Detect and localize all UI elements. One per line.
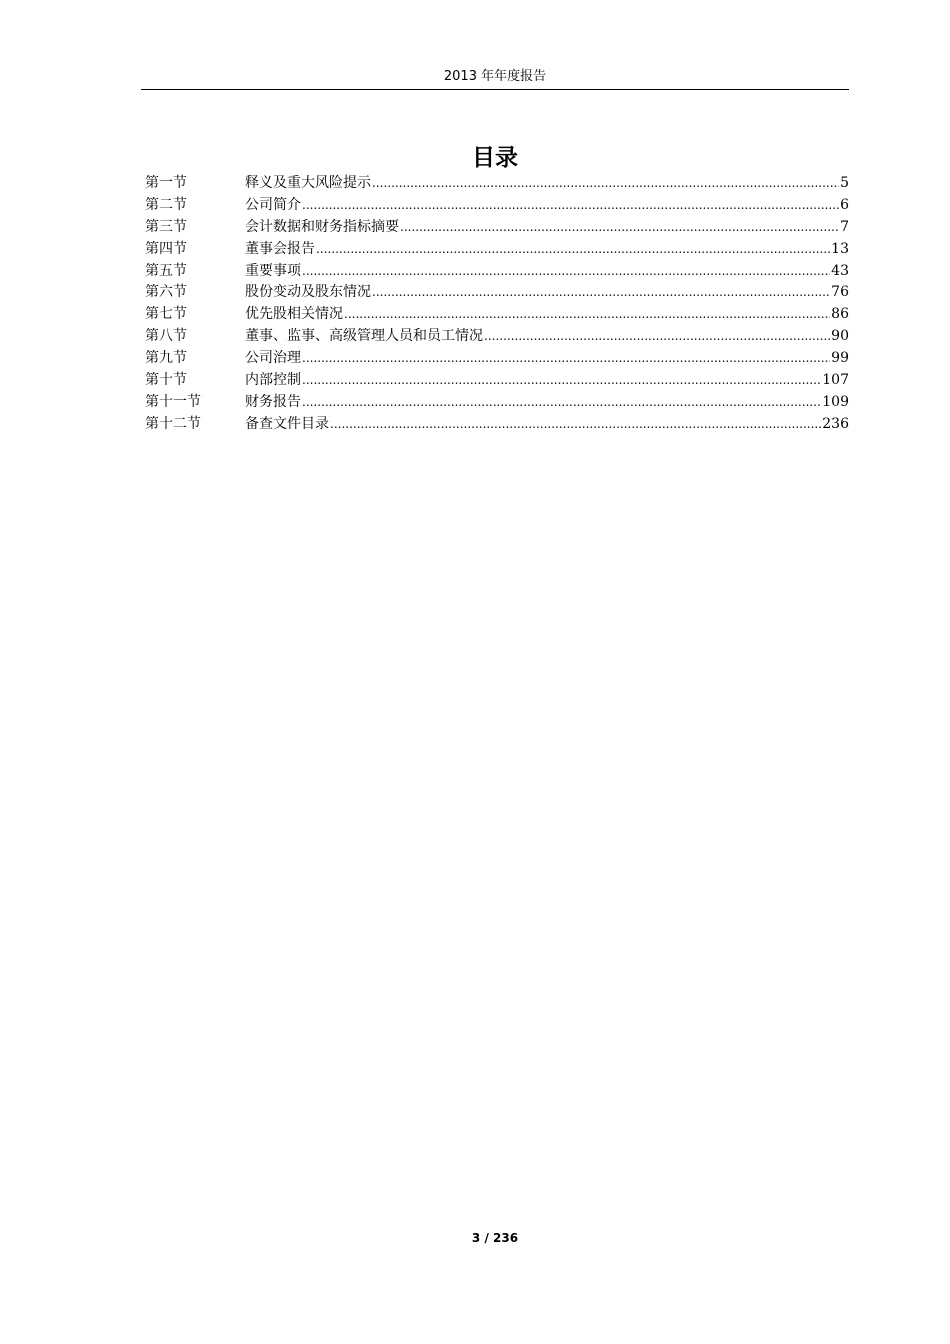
toc-section-number: 第八节 — [145, 328, 187, 345]
toc-section-number: 第七节 — [145, 306, 187, 323]
toc-page-number: 236 — [822, 415, 849, 432]
toc-section-number: 第九节 — [145, 350, 187, 367]
toc-section-title: 股份变动及股东情况 — [245, 284, 371, 301]
toc-dot-leader — [330, 414, 821, 436]
toc-dot-leader — [302, 370, 821, 392]
toc-section-number: 第十节 — [145, 372, 187, 389]
toc-section-number: 第四节 — [145, 240, 187, 257]
toc-page-number: 99 — [831, 350, 849, 367]
toc-page-number: 86 — [831, 306, 849, 323]
toc-page-number: 5 — [840, 175, 849, 191]
toc-section-title: 重要事项 — [245, 262, 301, 279]
toc-dot-leader — [400, 217, 839, 239]
toc-section-number: 第十二节 — [145, 415, 201, 432]
toc-page-number: 13 — [831, 240, 849, 257]
toc-section-title: 董事会报告 — [245, 240, 315, 257]
toc-page-number: 107 — [822, 372, 849, 389]
toc-entry[interactable] — [145, 195, 849, 217]
toc-entry[interactable] — [145, 348, 849, 370]
toc-entry[interactable] — [145, 239, 849, 261]
toc-section-title: 公司简介 — [245, 196, 301, 213]
toc-dot-leader — [372, 173, 839, 195]
toc-dot-leader — [372, 282, 830, 304]
toc-section-title: 会计数据和财务指标摘要 — [245, 218, 399, 235]
toc-section-title: 优先股相关情况 — [245, 306, 343, 323]
toc-entry[interactable] — [145, 217, 849, 239]
toc-section-title: 释义及重大风险提示 — [245, 175, 371, 191]
toc-page-number: 76 — [831, 284, 849, 301]
toc-section-number: 第五节 — [145, 262, 187, 279]
toc-page-number: 109 — [822, 393, 849, 410]
table-of-contents — [145, 173, 849, 436]
toc-title: 目录 — [472, 145, 518, 171]
toc-page-number: 6 — [840, 196, 849, 213]
toc-section-number: 第三节 — [145, 218, 187, 235]
toc-section-title: 财务报告 — [245, 393, 301, 410]
toc-dot-leader — [484, 326, 830, 348]
toc-section-title: 董事、监事、高级管理人员和员工情况 — [245, 328, 483, 345]
toc-dot-leader — [302, 348, 830, 370]
toc-dot-leader — [302, 195, 839, 217]
toc-section-number: 第一节 — [145, 175, 187, 191]
toc-entry[interactable] — [145, 282, 849, 304]
page-number-footer: 3 / 236 — [471, 1231, 519, 1245]
toc-entry[interactable] — [145, 304, 849, 326]
toc-section-number: 第二节 — [145, 196, 187, 213]
toc-entry[interactable] — [145, 392, 849, 414]
toc-section-title: 内部控制 — [245, 372, 301, 389]
toc-entry[interactable] — [145, 414, 849, 436]
toc-dot-leader — [344, 304, 830, 326]
toc-page-number: 7 — [840, 218, 849, 235]
toc-section-number: 第六节 — [145, 284, 187, 301]
toc-page-number: 90 — [831, 328, 849, 345]
toc-entry[interactable] — [145, 261, 849, 283]
toc-section-number: 第十一节 — [145, 393, 201, 410]
toc-entry[interactable] — [145, 173, 849, 195]
toc-dot-leader — [302, 392, 821, 414]
toc-dot-leader — [302, 261, 830, 283]
toc-section-title: 公司治理 — [245, 350, 301, 367]
page-header: 2013 年年度报告 — [443, 69, 547, 84]
toc-section-title: 备查文件目录 — [245, 415, 329, 432]
toc-entry[interactable] — [145, 370, 849, 392]
toc-dot-leader — [316, 239, 830, 261]
toc-entry[interactable] — [145, 326, 849, 348]
header-divider — [141, 89, 849, 90]
toc-page-number: 43 — [831, 262, 849, 279]
